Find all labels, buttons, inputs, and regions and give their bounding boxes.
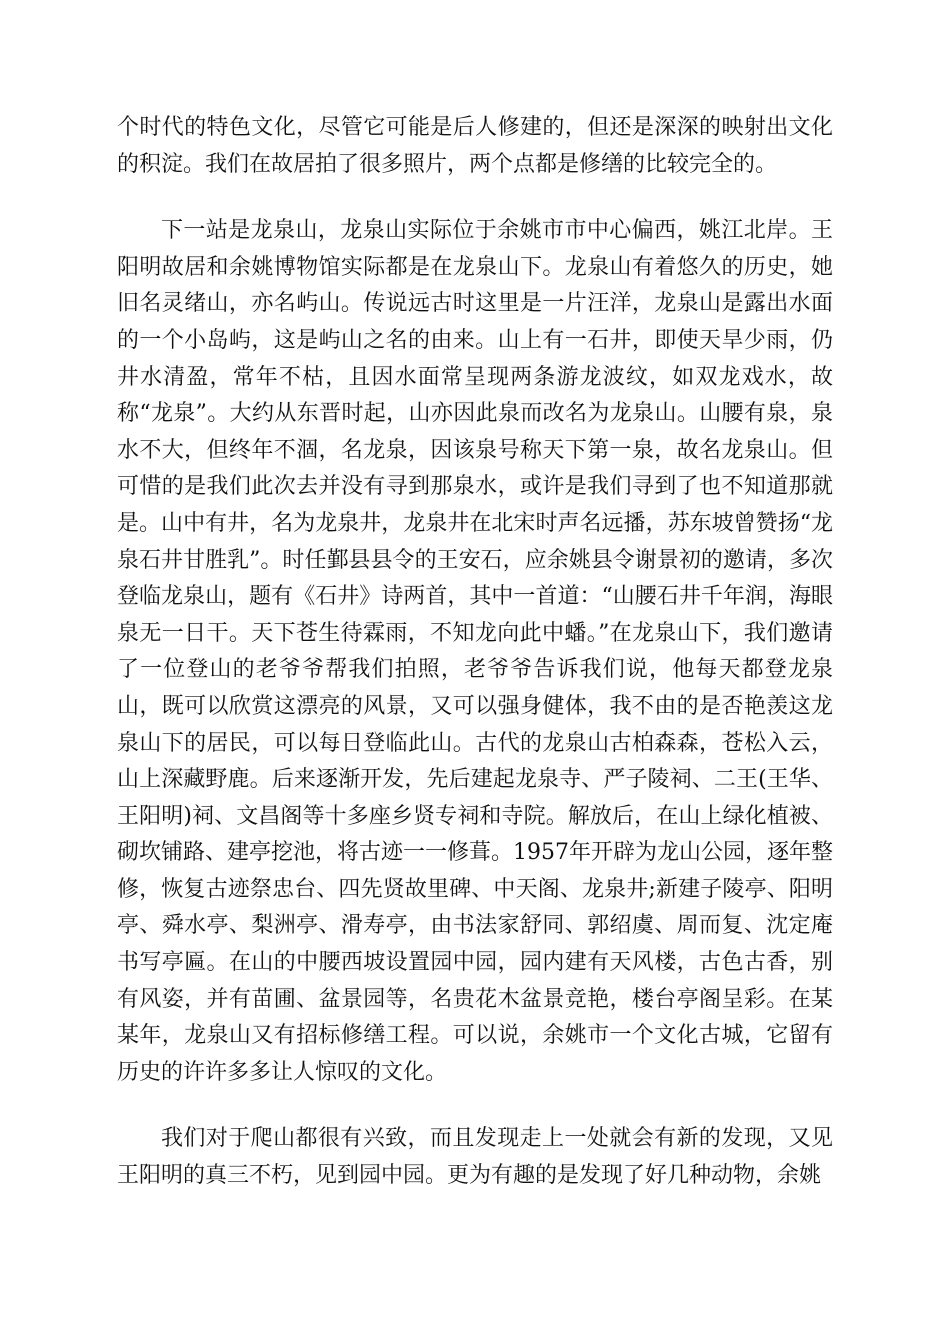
paragraph-1: 个时代的特色文化，尽管它可能是后人修建的，但还是深深的映射出文化的积淀。我们在故居拍了很多照片，两个点都是修缮的比较完全的。 xyxy=(117,115,833,177)
paragraph-3: 我们对于爬山都很有兴致，而且发现走上一处就会有新的发现，又见王阳明的真三不朽，见到园中园。更为有趣的是发现了好几种动物，余姚 xyxy=(117,1126,833,1189)
paragraph-2: 下一站是龙泉山，龙泉山实际位于余姚市市中心偏西，姚江北岸。王阳明故居和余姚博物馆实际都是在龙泉山下。龙泉山有着悠久的历史，她旧名灵绪山，亦名屿山。传说远古时这里是一片汪洋，龙泉山是露出水面的一个小岛屿，这是屿山之名的由来。山上有一石井，即使天旱少雨，仍井水清盈，常年不枯，且因水面常呈现两条游龙波纹，如双龙戏水，故称“龙泉”。大约从东晋时起，山亦因此泉而改名为龙泉山。山腰有泉，泉水不大，但终年不涸，名龙泉，因该泉号称天下第一泉，故名龙泉山。但可惜的是我们此次去并没有寻到那泉水，或许是我们寻到了也不知道那就是。山中有井，名为龙泉井，龙泉井在北宋时声名远播，苏东坡曾赞扬“龙泉石井甘胜乳”。时任鄞县县令的王安石，应余姚县令谢景初的邀请，多次登临龙泉山，题有《石井》诗两首，其中一首道：“山腰石井千年润，海眼泉无一日干。天下苍生待霖雨，不知龙向此中蟠。”在龙泉山下，我们邀请了一位登山的老爷爷帮我们拍照，老爷爷告诉我们说，他每天都登龙泉山，既可以欣赏这漂亮的风景，又可以强身健体，我不由的是否艳羡这龙泉山下的居民，可以每日登临此山。古代的龙泉山古柏森森，苍松入云，山上深藏野鹿。后来逐渐开发，先后建起龙泉寺、严子陵祠、二王(王华、王阳明)祠、文昌阁等十多座乡贤专祠和寺院。解放后，在山上绿化植被、砌坎铺路、建亭挖池，将古迹一一修葺。1957年开辟为龙山公园，逐年整修，恢复古迹祭忠台、四先贤故里碑、中天阁、龙泉井;新建子陵亭、阳明亭、舜水亭、梨洲亭、滑寿亭，由书法家舒同、郭绍虞、周而复、沈定庵书写亭匾。在山的中腰西坡设置园中园，园内建有天风楼，古色古香，别有风姿，并有苗圃、盆景园等，名贵花木盆景竞艳，楼台亭阁呈彩。在某某年，龙泉山又有招标修缮工程。可以说，余姚市一个文化古城，它留有历史的许许多多让人惊叹的文化。 xyxy=(117,218,833,1085)
document-page xyxy=(117,110,833,1225)
